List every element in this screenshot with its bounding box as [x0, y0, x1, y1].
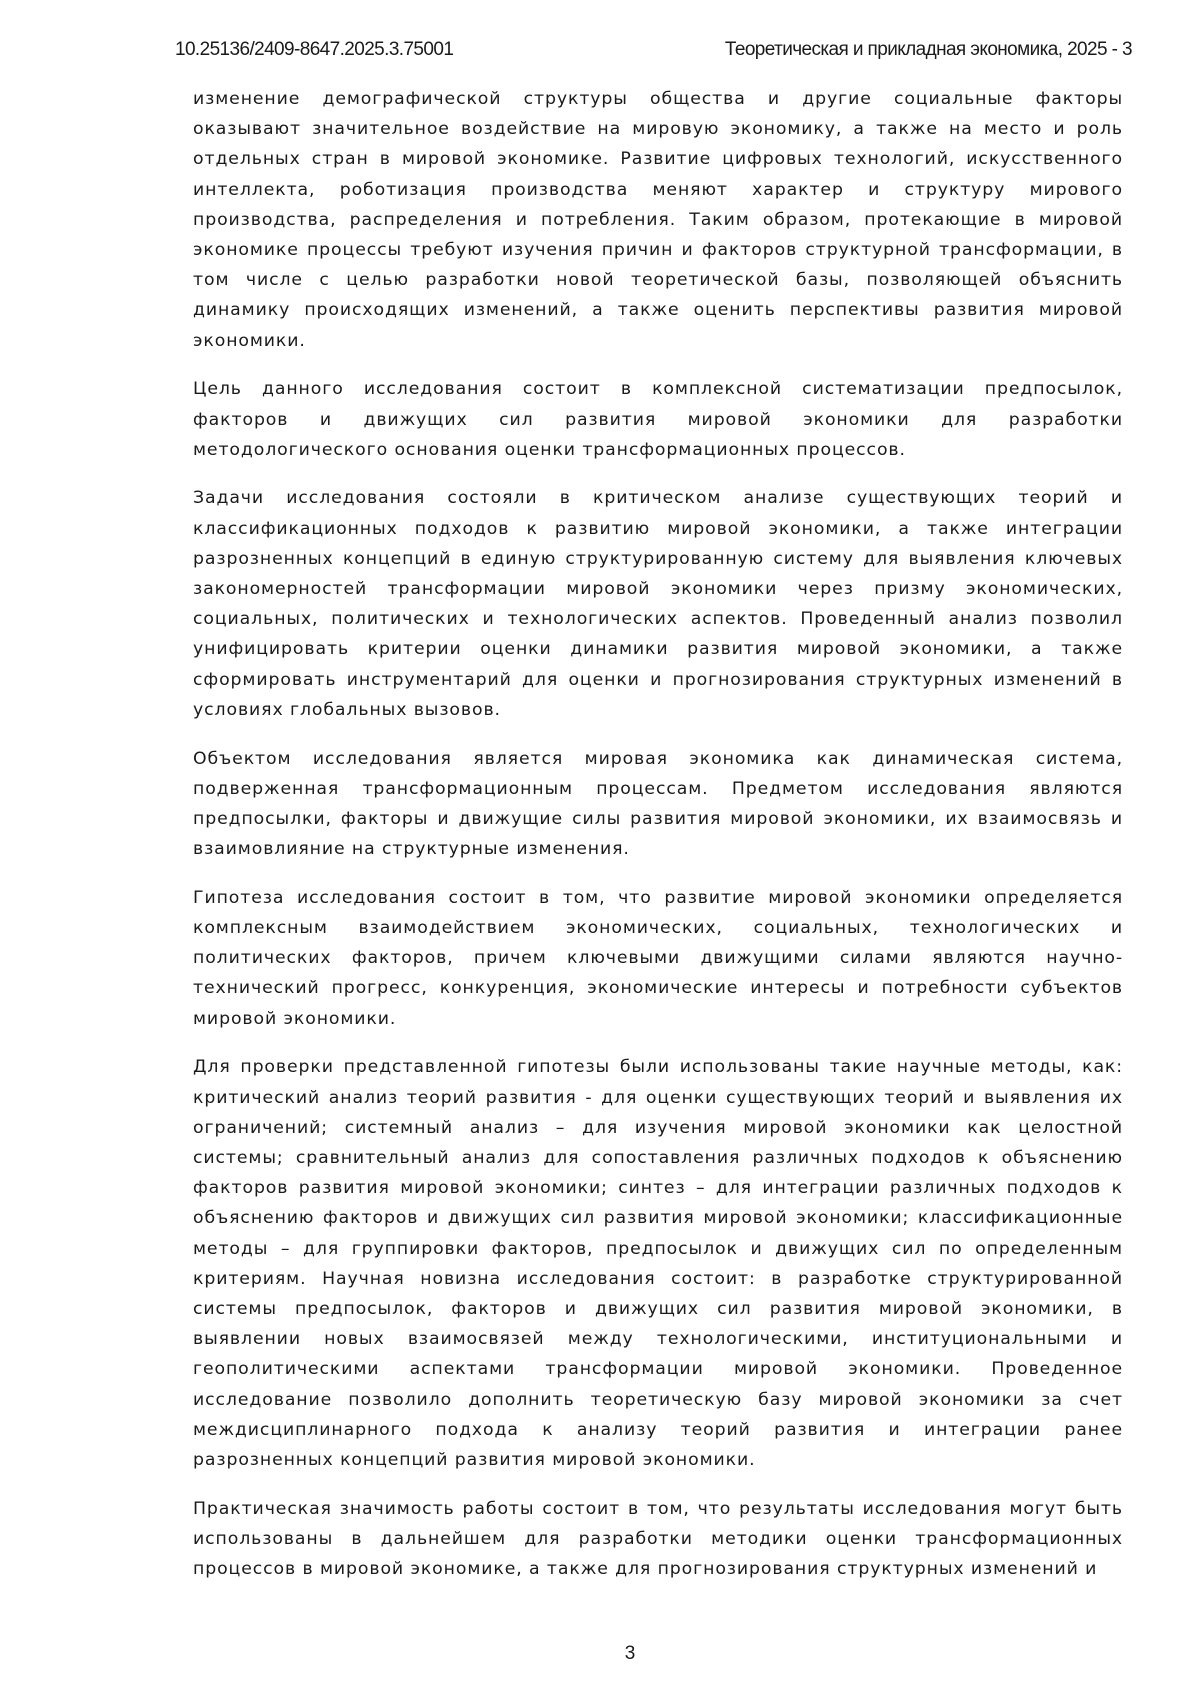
doi-text: 10.25136/2409-8647.2025.3.75001	[175, 39, 453, 61]
paragraph-goal: Цель данного исследования состоит в комплексной систематизации предпосылок, факторов и движущих сил развития мировой экономики для разработки методологического основания оценки трансформационных процессов.	[193, 374, 1123, 465]
paragraph-methods: Для проверки представленной гипотезы были использованы такие научные методы, как: критический анализ теорий развития - для оценки существующих теорий и выявления их ограничений; системный анализ – для изучения мировой экономики как целостной системы; сравнительный анализ для сопоставления различных подходов к объяснению факторов развития мировой экономики; синтез – для интеграции различных подходов к объяснению факторов и движущих сил развития мировой экономики; классификационные методы – для группировки факторов, предпосылок и движущих сил по определенным критериям. Научная новизна исследования состоит: в разработке структурированной системы предпосылок, факторов и движущих сил развития мировой экономики, в выявлении новых взаимосвязей между технологическими, институциональными и геополитическими аспектами трансформации мировой экономики. Проведенное исследование позволило дополнить теоретическую базу мировой экономики за счет междисциплинарного подхода к анализу теорий развития и интеграции ранее разрозненных концепций развития мировой экономики.	[193, 1052, 1123, 1475]
running-header	[175, 36, 1132, 64]
paragraph-significance: Практическая значимость работы состоит в том, что результаты исследования могут быть использованы в дальнейшем для разработки методики оценки трансформационных процессов в мировой экономике, а также для прогнозирования структурных изменений и	[193, 1494, 1123, 1585]
paragraph-intro-continued: изменение демографической структуры общества и другие социальные факторы оказывают значительное воздействие на мировую экономику, а также на место и роль отдельных стран в мировой экономике. Развитие цифровых технологий, искусственного интеллекта, роботизация производства меняют характер и структуру мирового производства, распределения и потребления. Таким образом, протекающие в мировой экономике процессы требуют изучения причин и факторов структурной трансформации, в том числе с целью разработки новой теоретической базы, позволяющей объяснить динамику происходящих изменений, а также оценить перспективы развития мировой экономики.	[193, 84, 1123, 356]
journal-title: Теоретическая и прикладная экономика, 2025 - 3	[725, 39, 1132, 61]
paragraph-tasks: Задачи исследования состояли в критическом анализе существующих теорий и классификационных подходов к развитию мировой экономики, а также интеграции разрозненных концепций в единую структурированную систему для выявления ключевых закономерностей трансформации мировой экономики через призму экономических, социальных, политических и технологических аспектов. Проведенный анализ позволил унифицировать критерии оценки динамики развития мировой экономики, а также сформировать инструментарий для оценки и прогнозирования структурных изменений в условиях глобальных вызовов.	[193, 483, 1123, 725]
paragraph-hypothesis: Гипотеза исследования состоит в том, что развитие мировой экономики определяется комплексным взаимодействием экономических, социальных, технологических и политических факторов, причем ключевыми движущими силами являются научно-технический прогресс, конкуренция, экономические интересы и потребности субъектов мировой экономики.	[193, 883, 1123, 1034]
body-text	[193, 84, 1123, 1603]
page-number: 3	[0, 1643, 1200, 1665]
paragraph-object: Объектом исследования является мировая экономика как динамическая система, подверженная трансформационным процессам. Предметом исследования являются предпосылки, факторы и движущие силы развития мировой экономики, их взаимосвязь и взаимовлияние на структурные изменения.	[193, 744, 1123, 865]
